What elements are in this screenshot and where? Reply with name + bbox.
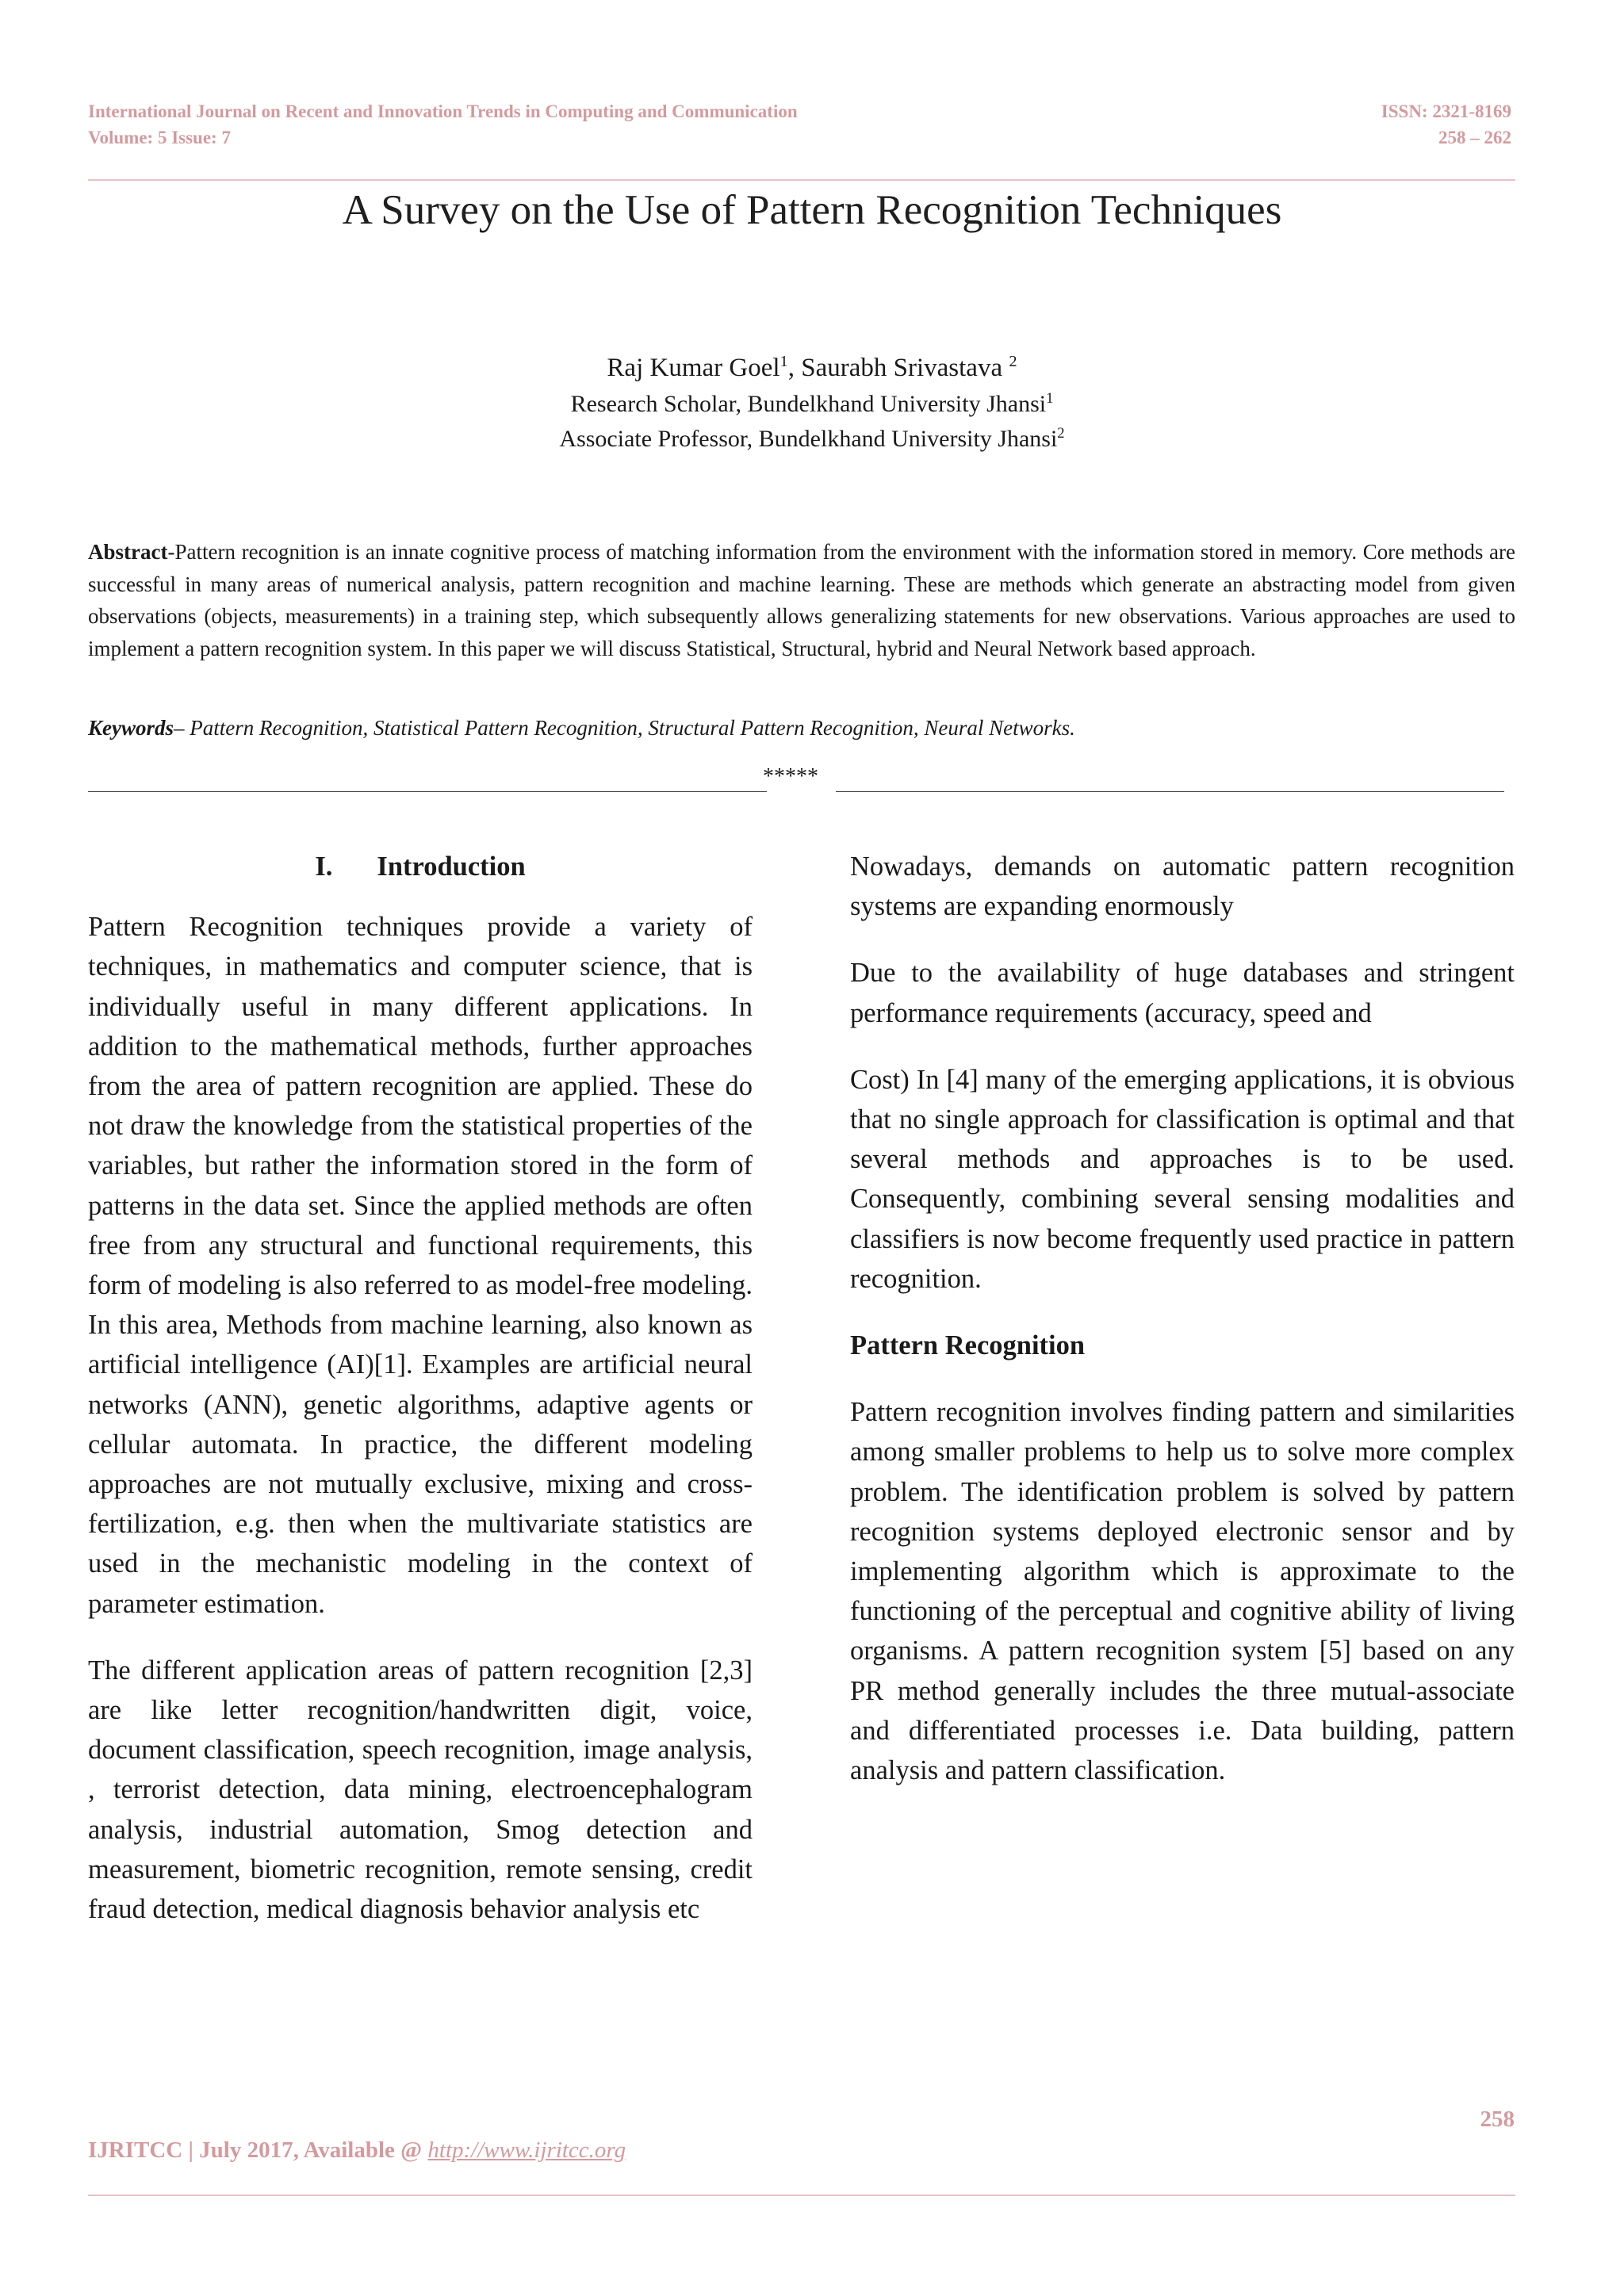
footer-link[interactable]: http://www.ijritcc.org bbox=[427, 2137, 626, 2163]
paper-title: A Survey on the Use of Pattern Recognition Techniques bbox=[342, 187, 1282, 233]
keywords bbox=[88, 712, 1515, 744]
right-paragraph-1: Nowadays, demands on automatic pattern recognition systems are expanding enormously bbox=[850, 851, 1515, 922]
abstract-label: Abstract bbox=[88, 540, 168, 564]
footer-rule bbox=[88, 2195, 1515, 2196]
right-paragraph-2: Due to the availability of huge databases and stringent performance requirements (accuracy, speed and bbox=[850, 958, 1515, 1028]
page-number: 258 bbox=[1480, 2107, 1515, 2132]
issn: ISSN: 2321-8169 bbox=[1381, 101, 1511, 121]
affiliation-1-text: Research Scholar, Bundelkhand University Jhansi bbox=[570, 391, 1047, 417]
affiliation-2-text: Associate Professor, Bundelkhand University Jhansi bbox=[559, 426, 1058, 452]
author-1-sup: 1 bbox=[779, 353, 788, 370]
left-column bbox=[88, 847, 753, 1956]
author-block bbox=[0, 349, 1624, 457]
separator-stars: ***** bbox=[763, 764, 818, 789]
author-separator: , bbox=[787, 354, 802, 382]
section-number: I. bbox=[315, 851, 333, 882]
running-header-right bbox=[1381, 98, 1511, 151]
keywords-text: – Pattern Recognition, Statistical Pattern Recognition, Structural Pattern Recognition, Neural Networks. bbox=[174, 716, 1075, 740]
affiliation-1 bbox=[0, 387, 1624, 422]
section-title: Introduction bbox=[377, 851, 526, 882]
subheading-pattern-recognition: Pattern Recognition bbox=[850, 1330, 1086, 1361]
abstract bbox=[88, 536, 1515, 664]
intro-paragraph-1: Pattern Recognition techniques provide a variety of techniques, in mathematics and computer science, that is individually useful in many different applications. In addition to the mathematical methods, further approaches from the area of pattern recognition are applied. These do not draw the knowledge from the statistical properties of the variables, but rather the information stored in the form of patterns in the data set. Since the applied methods are often free from any structural and functional requirements, this form of modeling is also referred to as model-free modeling. In this area, Methods from machine learning, also known as artificial intelligence (AI)[1]. Examples are artificial neural networks (ANN), genetic algorithms, adaptive agents or cellular automata. In practice, the different modeling approaches are not mutually exclusive, mixing and cross-fertilization, e.g. then when the multivariate statistics are used in the mechanistic modeling in the context of parameter estimation. bbox=[88, 912, 753, 1619]
author-names bbox=[0, 349, 1624, 387]
page-range: 258 – 262 bbox=[1438, 128, 1511, 147]
intro-paragraph-2: The different application areas of pattern recognition [2,3] are like letter recognition/handwritten digit, voice, document classification, speech recognition, image analysis, , terrorist detection, data mining, electroencephalogram analysis, industrial automation, Smog detection and measurement, biometric recognition, remote sensing, credit fraud detection, medical diagnosis behavior analysis etc bbox=[88, 1655, 753, 1925]
separator-rule-right bbox=[836, 791, 1504, 792]
header-rule bbox=[88, 179, 1515, 181]
running-header-left bbox=[88, 98, 798, 151]
author-1: Raj Kumar Goel bbox=[607, 354, 780, 382]
right-column bbox=[850, 847, 1515, 1817]
volume-issue: Volume: 5 Issue: 7 bbox=[88, 128, 231, 147]
journal-name: International Journal on Recent and Innovation Trends in Computing and Communication bbox=[88, 101, 798, 121]
affiliation-2-sup: 2 bbox=[1057, 425, 1065, 442]
right-paragraph-3: Cost) In [4] many of the emerging applications, it is obvious that no single approach for classification is optimal and that several methods and approaches is to be used. Consequently, combining several sensing modalities and classifiers is now become frequently used practice in pattern recognition. bbox=[850, 1064, 1515, 1294]
author-2-sup: 2 bbox=[1009, 353, 1017, 370]
right-paragraph-4: Pattern recognition involves finding pattern and similarities among smaller problems to help us to solve more complex problem. The identification problem is solved by pattern recognition systems deployed electronic sensor and by implementing algorithm which is approximate to the functioning of the perceptual and cognitive ability of living organisms. A pattern recognition system [5] based on any PR method generally includes the three mutual-associate and differentiated processes i.e. Data building, pattern analysis and pattern classification. bbox=[850, 1397, 1515, 1786]
affiliation-1-sup: 1 bbox=[1046, 390, 1054, 407]
separator-rule-left bbox=[88, 791, 767, 792]
affiliation-2 bbox=[0, 422, 1624, 457]
keywords-label: Keywords bbox=[88, 716, 174, 740]
footer-text: IJRITCC | July 2017, Available @ bbox=[88, 2137, 428, 2163]
section-heading bbox=[88, 847, 753, 886]
footer bbox=[88, 2134, 626, 2166]
author-2: Saurabh Srivastava bbox=[801, 354, 1009, 382]
abstract-text: -Pattern recognition is an innate cognitive process of matching information from the environment with the information stored in memory. Core methods are successful in many areas of numerical analysis, pattern recognition and machine learning. These are methods which generate an abstracting model from given observations (objects, measurements) in a training step, which subsequently allows generalizing statements for new observations. Various approaches are used to implement a pattern recognition system. In this paper we will discuss Statistical, Structural, hybrid and Neural Network based approach. bbox=[88, 540, 1515, 660]
